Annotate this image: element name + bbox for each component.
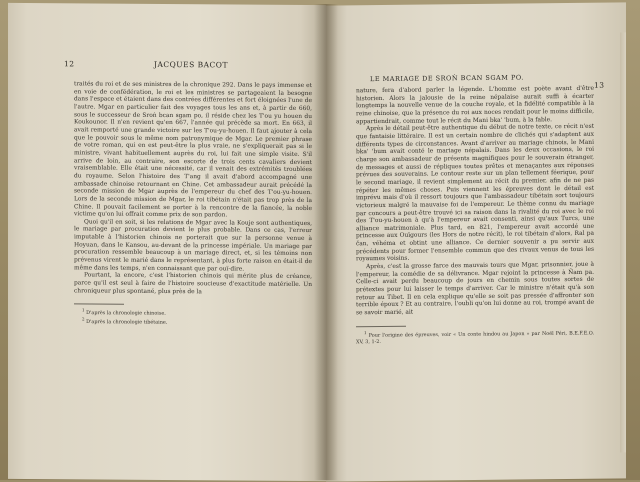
footnote: $^1$ D'après la chronologie chinoise. <box>82 307 166 317</box>
footnote-divider <box>356 325 406 327</box>
paragraph: Pourtant, la encore, c'est l'historien chinois qui mérite plus de créance, parce qu'il est seul à faire de l'histoire soucieuse d'exactitude matérielle. Un chroniqueur plus spontané, plus près de la <box>74 272 312 295</box>
footnote: $^2$ D'après la chronologie tibétaine. <box>82 316 168 326</box>
right-page <box>326 2 626 481</box>
open-book <box>8 4 630 480</box>
page-edges <box>620 32 626 452</box>
paragraph: Après le détail peut-être authentique du début de notre texte, ce récit n'est que fantaisie littéraire. Il est un certain nombre de clichés qui s'adaptent aux différents types de circonstances. Avant d'arriver au mariage chinois, le Mani bka' 'bum avait conté le mariage népalais. Dans les deux occasions, le roi charge son ambassadeur de présents magnifiques pour le souverain étranger, de messages et aussi de répliques toutes prêtes et menaçantes aux réponses prévues des souverains. Le contour reste sur un plan tellement féerique, pour le second mariage, il revient simplement au récit du premier, afin de ne pas répéter les mêmes choses. Puis viennent les épreuves dont le détail est imprévu mais d'où il ressort toujours que l'ambassadeur tibétain sort toujours victorieux malgré la mauvaise foi de l'empereur. Le thème connu du mariage par concours a peut-être trouvé ici sa raison dans la rivalité du roi avec le roi des T'ou-yu-houen à qu'à l'empereur avait consenti, ainsi qu'aux Turcs, une alliance matrimoniale. Plus tard, en 821, l'empereur avait accordé une princesse aux Ouïgours (les Hors de notre récit), le roi tibétain d'alors, Ral pa čan, véhéma et obtint une alliance. Ce dernier souvenir a pu servir aux précédents pour former l'ensemble commun que des rivaux venus de tous les royaumes voisins. <box>356 124 594 263</box>
footnote: $^1$ Pour l'origine des épreuves, voir « Un conte hindou au Japon » par Noël Péri, B.E.F.E.O. XV, 3, 1-2. <box>356 329 594 345</box>
footnote-divider <box>74 304 124 305</box>
left-page-number: 12 <box>64 59 75 69</box>
right-running-head: LE MARIAGE DE SROṄ BCAN SGAM PO. <box>370 73 524 84</box>
right-page-number: 13 <box>594 80 605 90</box>
paragraph: Quoi qu'il en soit, si les relations de Mgar avec la Kouje sont authentiques, le mariage par procuration devient le plus probable. Dans ce cas, l'erreur imputable à l'historien chinois ne porterait que sur la personne venue à Hoyuan, dans le Kansou, au-devant de la princesse impériale. Un mariage par procuration ressemble beaucoup à un mariage direct, et, si les témoins non prévenus virent le marié dans le représentant, à plus forte raison en était-il de même dans les temps, n'en connaissant que par ouï-dire. <box>74 219 312 273</box>
footnote-text: D'après la chronologie chinoise. <box>86 310 166 317</box>
paragraph: nature, fera d'abord parler la légende. L'homme est poète avant d'être historien. Alors la jalousie de la reine népalaise aurait suffi à écarter longtemps la nouvelle venue de la couche royale, et la fidélité compatible à la reine chinoise, que la présence du roi aux noces rendait pour le moins difficile, appartiendrait, comme tout le récit du Mani bka' 'bum, à la fable. <box>356 85 594 125</box>
left-page-text <box>74 81 312 327</box>
paragraph: traités du roi et de ses ministres de la chronique 292. Dans le pays immense et en voie de confédération, le roi et les ministres se partageaient la besogne dans l'espace et étaient dans des contrées différentes et fort éloignées l'une de l'autre. Mgar en particulier fait des voyages tous les ans et, à partir de 660, sous le successeur de Sroṅ bcan sgam po, il réside chez les T'ou yu houen du Koukounor. Il n'en revient qu'en 667, l'année qui précède sa mort. En 663, il avait remporté une grande victoire sur les T'ou-yu-houen. Il faut ajouter à cela que le pouvoir sous le même nom patronymique de Mgar. Le premier phrase de votre roman, qui en est peut-être la plus vraie, ne s'expliquerait pas si le ministre, vivant habituellement auprès du roi, lui fait une simple visite. S'il arrive de loin, au contraire, son escorte de trois cents cavaliers devient vraisemblable. Elle était une nécessité, car il venait des extrémités troublées du royaume. Selon l'histoire des T'ang il avait d'abord accompagné une ambassade chinoise retournant en Chine. Cet ambassadeur aurait précédé la seconde mission de Mgar auprès de l'empereur du chef des T'ou-yu-houen. Lors de la seconde mission de Mgar, le roi tibétain n'était pas trop près de la Chine. Il pouvait facilement se porter à la rencontre de la fiancée, la noble victime qu'on lui offrait comme prix de son pardon. <box>74 81 312 219</box>
left-page <box>8 3 326 481</box>
right-page-text <box>356 86 594 345</box>
paragraph: Après, c'est la grosse farce des mauvais tours que Mgar, prisonnier, joue à l'empereur, la comédie de sa délivrance. Mgar rejoint la princesse à Ñam pa. Celle-ci avait perdu beaucoup de jours en chemin sous toutes sortes de prétextes pour lui laisser le temps d'arriver. Car le ministre n'était qu'à son retour au Tibet. Il en cela explique qu'elle se soit pas pressée d'affronter son terrible époux ? Et au contraire, l'oubli qu'on lui donne au roi, trompé avant de se savoir marié, ait <box>356 261 594 317</box>
footnote-text: D'après la chronologie tibétaine. <box>86 319 168 326</box>
footnote-text: Pour l'origine des épreuves, voir « Un conte hindou au Japon » par Noël Péri, B.E.F.E.O. XV, 3, 1-2. <box>356 330 594 345</box>
left-running-head: JACQUES BACOT <box>154 59 228 70</box>
